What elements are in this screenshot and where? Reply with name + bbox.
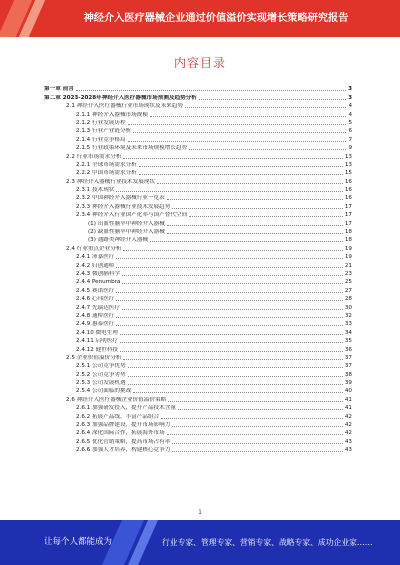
toc-entry-label: 2.1.1 神经介入器械市场规模	[76, 111, 148, 118]
toc-entry-page: 37	[344, 363, 352, 370]
toc-entry[interactable]	[44, 270, 352, 278]
toc-dot-leader	[122, 309, 343, 310]
toc-entry-label: 2.4.7 先瑞达医疗	[76, 304, 120, 311]
toc-entry[interactable]	[44, 202, 352, 210]
toc-entry-label: 第一章 前言	[44, 86, 74, 93]
toc-dot-leader	[172, 443, 343, 444]
toc-entry-page: 18	[344, 229, 352, 236]
toc-dot-leader	[157, 183, 343, 184]
toc-entry-page: 16	[344, 178, 352, 185]
toc-entry-page: 33	[344, 321, 352, 328]
toc-entry-page: 19	[344, 245, 352, 252]
toc-entry-page: 4	[348, 103, 352, 110]
toc-entry-label: 2.4.4 Penumbra	[76, 279, 121, 286]
table-of-contents	[44, 85, 352, 454]
toc-entry[interactable]	[44, 110, 352, 118]
toc-entry[interactable]	[44, 186, 352, 194]
toc-entry-page: 17	[344, 203, 352, 210]
toc-dot-leader	[133, 392, 343, 393]
toc-entry-page: 6	[348, 128, 352, 135]
toc-entry[interactable]	[44, 228, 352, 236]
toc-entry[interactable]	[44, 127, 352, 135]
toc-dot-leader	[122, 275, 343, 276]
toc-entry-page: 41	[344, 396, 352, 403]
toc-entry-page: 3	[348, 86, 352, 93]
toc-entry-page: 19	[344, 254, 352, 261]
toc-entry[interactable]	[44, 161, 352, 169]
toc-dot-leader	[150, 116, 346, 117]
toc-dot-leader	[139, 174, 343, 175]
toc-dot-leader	[128, 141, 347, 142]
toc-entry-page: 38	[344, 371, 352, 378]
toc-entry-page: 37	[344, 354, 352, 361]
toc-entry-page: 35	[344, 338, 352, 345]
toc-entry-label: (3) 通路类神经介入器械	[88, 237, 149, 244]
toc-entry-label: 2.3.4 神经介入行业国产化率与国产替代空间	[76, 212, 188, 219]
footer-banner	[0, 520, 400, 565]
toc-entry-page: 9	[348, 145, 352, 152]
toc-entry-page: 18	[344, 237, 352, 244]
toc-entry-page: 5	[348, 119, 352, 126]
toc-entry-page: 4	[348, 111, 352, 118]
toc-entry-label: 2.6 神经介入医疗器械企业价值溢价策略	[66, 396, 167, 403]
toc-entry[interactable]	[44, 370, 352, 378]
toc-dot-leader	[116, 267, 342, 268]
toc-entry[interactable]	[44, 177, 352, 185]
toc-entry[interactable]	[44, 395, 352, 403]
toc-entry-label: 2.6.4 深化国际合作，拓展海外市场	[76, 430, 165, 437]
toc-entry-page: 27	[344, 287, 352, 294]
toc-entry[interactable]	[44, 278, 352, 286]
toc-entry-label: 2.2.1 全球市场需求分析	[76, 161, 137, 168]
report-title: 神经介入医疗器械企业通过价值溢价实现增长策略研究报告	[83, 13, 349, 24]
toc-dot-leader	[116, 300, 342, 301]
header-banner	[0, 0, 400, 37]
toc-entry[interactable]	[44, 169, 352, 177]
toc-entry[interactable]	[44, 119, 352, 127]
toc-entry-page: 42	[344, 413, 352, 420]
toc-entry[interactable]	[44, 437, 352, 445]
toc-entry-label: 2.4.2 归创通桥	[76, 262, 115, 269]
toc-entry-label: 2.5 企业价值溢价分析	[66, 354, 122, 361]
toc-entry-label: 2.2 行业市场需求分析	[66, 153, 122, 160]
toc-entry[interactable]	[44, 354, 352, 362]
toc-entry-label: 2.4.9 惠泰医疗	[76, 321, 115, 328]
toc-dot-leader	[116, 292, 342, 293]
toc-entry-label: 2.3.1 技术现状	[76, 187, 115, 194]
toc-dot-leader	[167, 434, 343, 435]
toc-dot-leader	[199, 99, 346, 100]
toc-entry-page: 25	[344, 279, 352, 286]
toc-entry-page: 17	[344, 220, 352, 227]
toc-entry[interactable]	[44, 404, 352, 412]
toc-entry-page: 42	[344, 422, 352, 429]
toc-entry[interactable]	[44, 295, 352, 303]
toc-entry-label: 2.6.1 加强研发投入，提升产品技术含量	[76, 405, 176, 412]
toc-entry[interactable]	[44, 135, 352, 143]
toc-entry-page: 13	[344, 153, 352, 160]
toc-entry-page: 43	[344, 447, 352, 454]
toc-entry-label: 2.4.1 沛嘉医疗	[76, 254, 115, 261]
page-number: 1	[198, 509, 202, 516]
toc-entry[interactable]	[44, 211, 352, 219]
toc-entry-label: 2.4.6 心玮医疗	[76, 296, 115, 303]
toc-dot-leader	[120, 342, 343, 343]
toc-entry-page: 36	[344, 346, 352, 353]
toc-entry[interactable]	[44, 446, 352, 454]
toc-entry[interactable]	[44, 93, 352, 101]
toc-entry[interactable]	[44, 320, 352, 328]
toc-dot-leader	[189, 216, 343, 217]
toc-entry[interactable]	[44, 286, 352, 294]
toc-entry-label: 2.1 神经介入医疗器械行业市场现状及未来趋势	[66, 103, 183, 110]
toc-dot-leader	[172, 451, 343, 452]
toc-entry-page: 32	[344, 312, 352, 319]
toc-entry[interactable]	[44, 421, 352, 429]
toc-dot-leader	[178, 409, 343, 410]
toc-entry-page: 21	[344, 262, 352, 269]
toc-entry-label: 2.3.3 神经介入器械行业技术发展趋势	[76, 203, 171, 210]
toc-entry-page: 23	[344, 270, 352, 277]
toc-entry-label: 2.6.2 拓展产品线，丰富产品组合	[76, 413, 160, 420]
toc-entry-page: 28	[344, 296, 352, 303]
toc-entry-label: 2.3.2 中国神经介入器械行业一览表	[76, 195, 165, 202]
toc-entry-label: 2.6.6 加强人才培养，构建核心竞争力	[76, 447, 171, 454]
toc-entry-page: 3	[348, 94, 352, 101]
toc-entry-label: 2.2.2 中国市场需求分析	[76, 170, 137, 177]
toc-entry-label: 2.5.4 公司面临的挑战	[76, 388, 132, 395]
toc-entry[interactable]	[44, 261, 352, 269]
footer-brand: 让每个人都能成为	[44, 537, 113, 547]
toc-entry[interactable]	[44, 429, 352, 437]
toc-dot-leader	[123, 359, 342, 360]
toc-entry-label: 2.6.5 优化营销策略，提高市场占有率	[76, 438, 171, 445]
toc-entry-page: 16	[344, 195, 352, 202]
toc-entry-page: 7	[348, 136, 352, 143]
toc-entry-page: 41	[344, 405, 352, 412]
toc-dot-leader	[189, 149, 346, 150]
toc-dot-leader	[161, 418, 343, 419]
toc-dot-leader	[139, 166, 343, 167]
toc-entry-label: 2.3 神经介入器械行业技术发展现状	[66, 178, 155, 185]
toc-entry-label: 2.4.10 微电生理	[76, 329, 118, 336]
toc-entry[interactable]	[44, 85, 352, 93]
toc-entry-page: 15	[344, 170, 352, 177]
toc-dot-leader	[133, 132, 346, 133]
toc-entry-label: 2.5.1 公司竞争优势	[76, 363, 126, 370]
toc-entry[interactable]	[44, 312, 352, 320]
toc-dot-leader	[128, 367, 343, 368]
toc-entry-label: 第二章 2023-2028年神经介入医疗器械市场预测及趋势分析	[44, 94, 197, 101]
toc-entry-page: 13	[344, 161, 352, 168]
toc-entry[interactable]	[44, 387, 352, 395]
toc-entry[interactable]	[44, 412, 352, 420]
toc-heading: 内容目录	[173, 56, 226, 70]
toc-dot-leader	[116, 317, 342, 318]
toc-entry-page: 42	[344, 430, 352, 437]
toc-entry-label: 2.4 行业重点企业分析	[66, 245, 122, 252]
toc-entry-label: (2) 缺血性脑卒中神经介入器械	[88, 229, 165, 236]
toc-entry[interactable]	[44, 236, 352, 244]
toc-entry-label: 2.5.3 公司发展机遇	[76, 380, 126, 387]
toc-entry[interactable]	[44, 337, 352, 345]
toc-entry[interactable]	[44, 219, 352, 227]
toc-entry-label: 2.4.8 通桥医疗	[76, 312, 115, 319]
toc-dot-leader	[167, 233, 343, 234]
toc-entry-page: 30	[344, 304, 352, 311]
toc-entry-label: 2.1.3 行业产业链分析	[76, 128, 132, 135]
toc-dot-leader	[185, 107, 346, 108]
toc-entry[interactable]	[44, 102, 352, 110]
toc-entry[interactable]	[44, 244, 352, 252]
toc-dot-leader	[76, 90, 346, 91]
toc-entry-page: 43	[344, 438, 352, 445]
toc-entry-label: 2.1.2 行业发展历程	[76, 119, 126, 126]
toc-dot-leader	[116, 258, 342, 259]
toc-entry-page: 39	[344, 380, 352, 387]
footer-slogan: 行业专家、管理专家、营销专家、战略专家、成功企业家……	[162, 538, 373, 547]
toc-entry[interactable]	[44, 362, 352, 370]
toc-entry-label: 2.4.3 微创脑科学	[76, 270, 120, 277]
toc-dot-leader	[128, 376, 343, 377]
toc-dot-leader	[116, 325, 342, 326]
toc-entry[interactable]	[44, 194, 352, 202]
toc-dot-leader	[150, 241, 343, 242]
toc-entry-label: (1) 出血性脑卒中神经介入器械	[88, 220, 165, 227]
toc-entry-label: 2.4.5 赛诺医疗	[76, 287, 115, 294]
toc-entry-page: 34	[344, 329, 352, 336]
toc-dot-leader	[128, 124, 347, 125]
toc-entry[interactable]	[44, 303, 352, 311]
toc-entry[interactable]	[44, 379, 352, 387]
toc-entry[interactable]	[44, 152, 352, 160]
toc-entry[interactable]	[44, 328, 352, 336]
toc-dot-leader	[128, 384, 343, 385]
toc-dot-leader	[120, 351, 343, 352]
toc-dot-leader	[120, 334, 343, 335]
toc-dot-leader	[123, 250, 342, 251]
toc-entry-label: 2.1.5 行业政策环境及未来市场规模增长趋势	[76, 145, 188, 152]
toc-entry-label: 2.1.4 行业竞争格局	[76, 136, 126, 143]
toc-entry[interactable]	[44, 253, 352, 261]
toc-dot-leader	[116, 191, 342, 192]
toc-dot-leader	[168, 401, 343, 402]
toc-dot-leader	[122, 283, 342, 284]
toc-dot-leader	[167, 199, 343, 200]
toc-entry-label: 2.6.3 加强品牌建设，提升市场影响力	[76, 422, 171, 429]
toc-entry[interactable]	[44, 345, 352, 353]
toc-entry-page: 16	[344, 187, 352, 194]
toc-dot-leader	[167, 225, 343, 226]
toc-entry-page: 40	[344, 388, 352, 395]
toc-entry-label: 2.4.12 健世科技	[76, 346, 118, 353]
toc-entry[interactable]	[44, 144, 352, 152]
toc-entry-label: 2.4.11 启明医疗	[76, 338, 118, 345]
toc-dot-leader	[172, 208, 343, 209]
toc-dot-leader	[123, 158, 342, 159]
toc-entry-label: 2.5.2 公司竞争劣势	[76, 371, 126, 378]
toc-entry-page: 17	[344, 212, 352, 219]
toc-dot-leader	[172, 426, 343, 427]
